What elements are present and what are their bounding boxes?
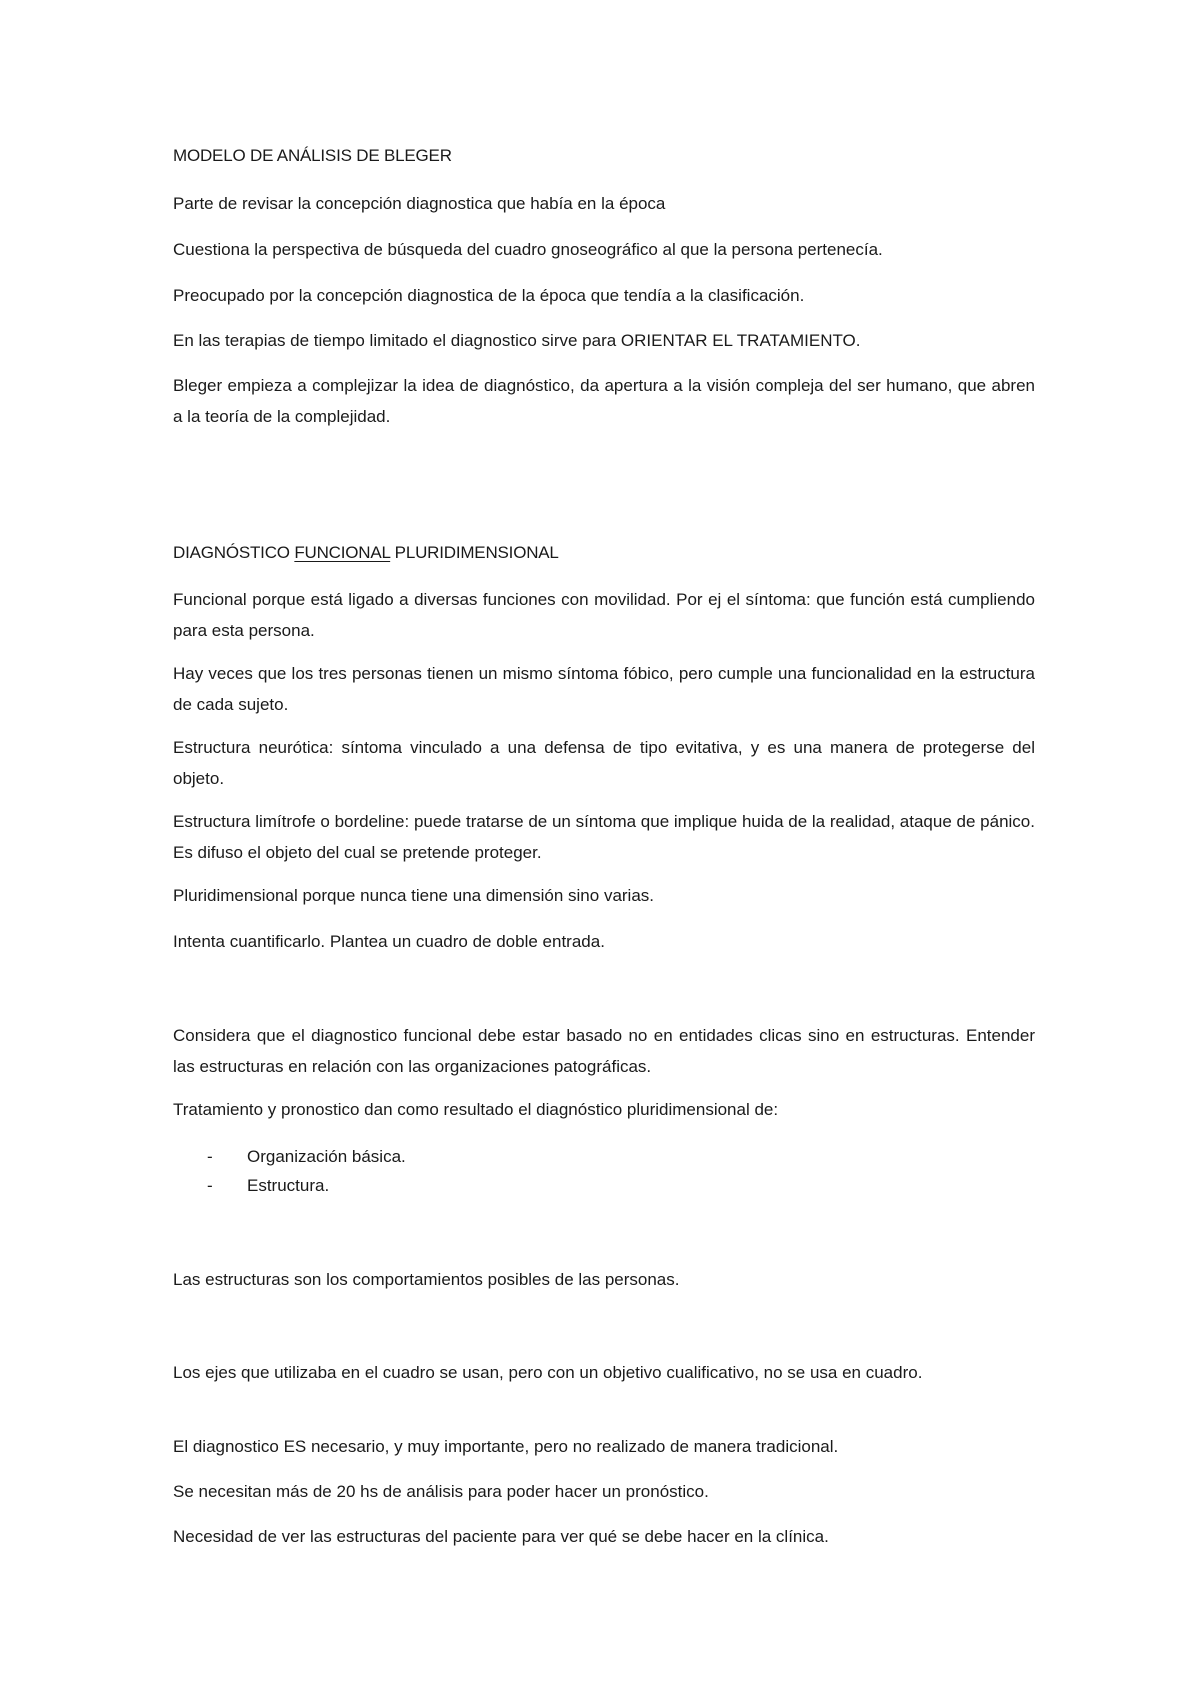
paragraph: Hay veces que los tres personas tienen un mismo síntoma fóbico, pero cumple una funcionalidad en la estructura de cada sujeto. [173,664,1035,714]
paragraph: Funcional porque está ligado a diversas funciones con movilidad. Por ej el síntoma: que función está cumpliendo para esta persona. [173,590,1035,640]
paragraph: En las terapias de tiempo limitado el diagnostico sirve para ORIENTAR EL TRATAMIENTO. [173,331,861,350]
paragraph: Estructura limítrofe o bordeline: puede tratarse de un síntoma que implique huida de la realidad, ataque de pánico. Es difuso el objeto del cual se pretende proteger. [173,812,1035,862]
list-item-text: Estructura. [247,1176,330,1195]
list-item [173,1142,1035,1171]
paragraph: Estructura neurótica: síntoma vinculado a una defensa de tipo evitativa, y es una manera de protegerse del objeto. [173,738,1035,788]
paragraph: El diagnostico ES necesario, y muy importante, pero no realizado de manera tradicional. [173,1437,839,1456]
paragraph: Tratamiento y pronostico dan como resultado el diagnóstico pluridimensional de: [173,1100,779,1119]
paragraph: Bleger empieza a complejizar la idea de diagnóstico, da apertura a la visión compleja del ser humano, que abren a la teoría de la complejidad. [173,376,1035,426]
title-part: PLURIDIMENSIONAL [390,543,559,562]
list-item [173,1171,1035,1200]
title-part: DIAGNÓSTICO [173,543,295,562]
paragraph: Los ejes que utilizaba en el cuadro se usan, pero con un objetivo cualificativo, no se usa en cuadro. [173,1363,923,1382]
list-dash: - [207,1176,213,1195]
paragraph: Pluridimensional porque nunca tiene una dimensión sino varias. [173,886,655,905]
section-title-bleger: MODELO DE ANÁLISIS DE BLEGER [173,146,452,165]
paragraph: Necesidad de ver las estructuras del paciente para ver qué se debe hacer en la clínica. [173,1527,829,1546]
list-item-text: Organización básica. [247,1147,406,1166]
paragraph: Intenta cuantificarlo. Plantea un cuadro de doble entrada. [173,932,605,951]
paragraph: Cuestiona la perspectiva de búsqueda del cuadro gnoseográfico al que la persona pertenecía. [173,240,883,259]
paragraph: Preocupado por la concepción diagnostica de la época que tendía a la clasificación. [173,286,805,305]
bullet-list [173,1142,1035,1200]
paragraph: Considera que el diagnostico funcional debe estar basado no en entidades clicas sino en estructuras. Entender las estructuras en relación con las organizaciones patográficas. [173,1026,1035,1076]
paragraph: Las estructuras son los comportamientos posibles de las personas. [173,1270,680,1289]
paragraph: Se necesitan más de 20 hs de análisis para poder hacer un pronóstico. [173,1482,709,1501]
paragraph: Parte de revisar la concepción diagnostica que había en la época [173,194,666,213]
list-dash: - [207,1147,213,1166]
section-title-diagnostico [173,537,1035,568]
title-underlined-word: FUNCIONAL [294,543,391,562]
